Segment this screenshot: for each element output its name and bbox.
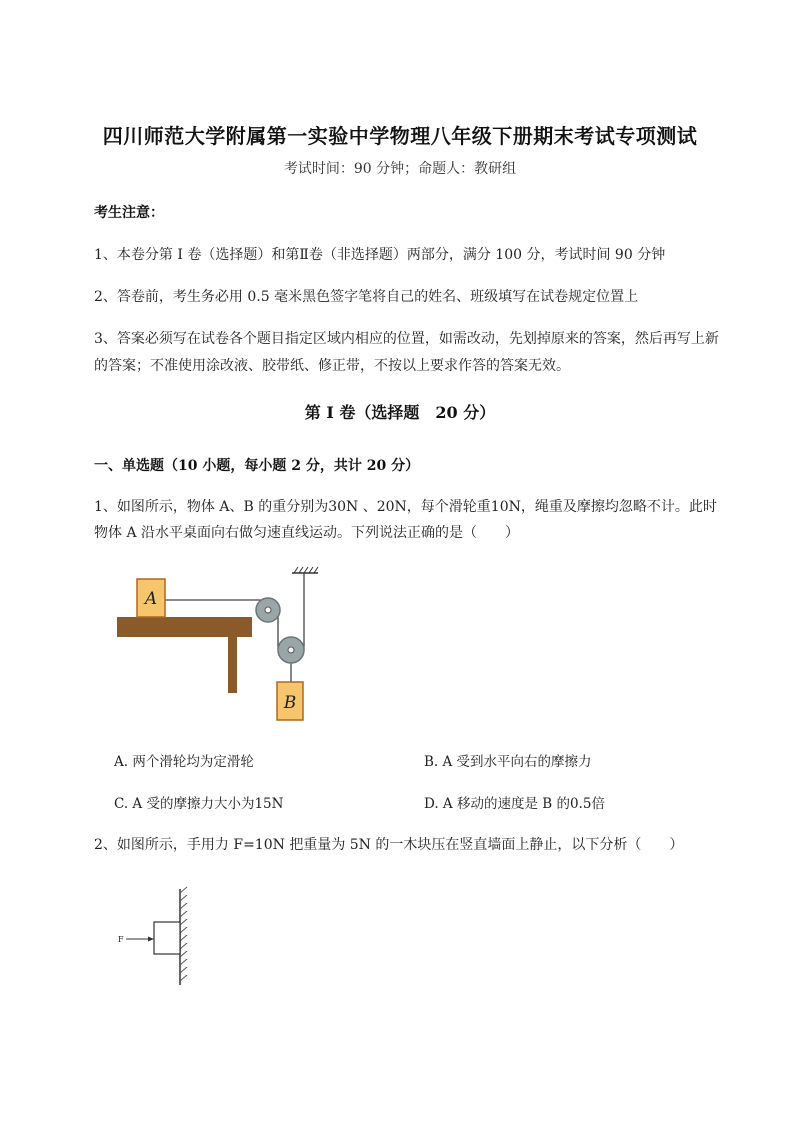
table-leg (228, 637, 237, 693)
block-a-label: A (144, 589, 158, 609)
question-2-stem: 2、如图所示，手用力 F=10N 把重量为 5N 的一木块压在竖直墙面上静止，以下分析（ ） (94, 837, 684, 853)
part-heading: 一、单选题（10 小题，每小题 2 分，共计 20 分） (94, 458, 420, 474)
section-title: 第 I 卷（选择题 20 分） (304, 403, 496, 422)
notice-heading: 考生注意： (94, 205, 164, 221)
notice-item: 1、本卷分第 I 卷（选择题）和第Ⅱ卷（非选择题）两部分，满分 100 分，考试时间 90 分钟 (94, 247, 666, 263)
page-title: 四川师范大学附属第一实验中学物理八年级下册期末考试专项测试 (102, 124, 698, 148)
option-d[interactable]: D. A 移动的速度是 B 的0.5倍 (424, 796, 605, 812)
exam-info: 考试时间：90 分钟；命题人：教研组 (283, 161, 517, 177)
notice-item: 的答案；不准使用涂改液、胶带纸、修正带，不按以上要求作答的答案无效。 (94, 358, 570, 374)
wooden-block (154, 922, 180, 954)
notice-item: 2、答卷前，考生务必用 0.5 毫米黑色签字笔将自己的姓名、班级填写在试卷规定位置上 (94, 289, 639, 305)
question-1-stem-cont: 物体 A 沿水平桌面向右做匀速直线运动。下列说法正确的是（ ） (94, 525, 520, 541)
force-label: F (118, 935, 124, 944)
option-b[interactable]: B. A 受到水平向右的摩擦力 (424, 754, 592, 770)
block-b-label: B (283, 693, 297, 713)
wall-block-figure (110, 885, 200, 990)
table-top (117, 617, 252, 637)
pulley-figure (110, 560, 330, 730)
option-a[interactable]: A. 两个滑轮均为定滑轮 (114, 754, 254, 770)
notice-item: 3、答案必须写在试卷各个题目指定区域内相应的位置，如需改动，先划掉原来的答案，然后再写上新 (94, 331, 719, 347)
question-1-stem: 1、如图所示，物体 A、B 的重分别为30N 、20N，每个滑轮重10N，绳重及摩擦均忽略不计。此时 (94, 499, 717, 515)
option-c[interactable]: C. A 受的摩擦力大小为15N (114, 796, 284, 812)
